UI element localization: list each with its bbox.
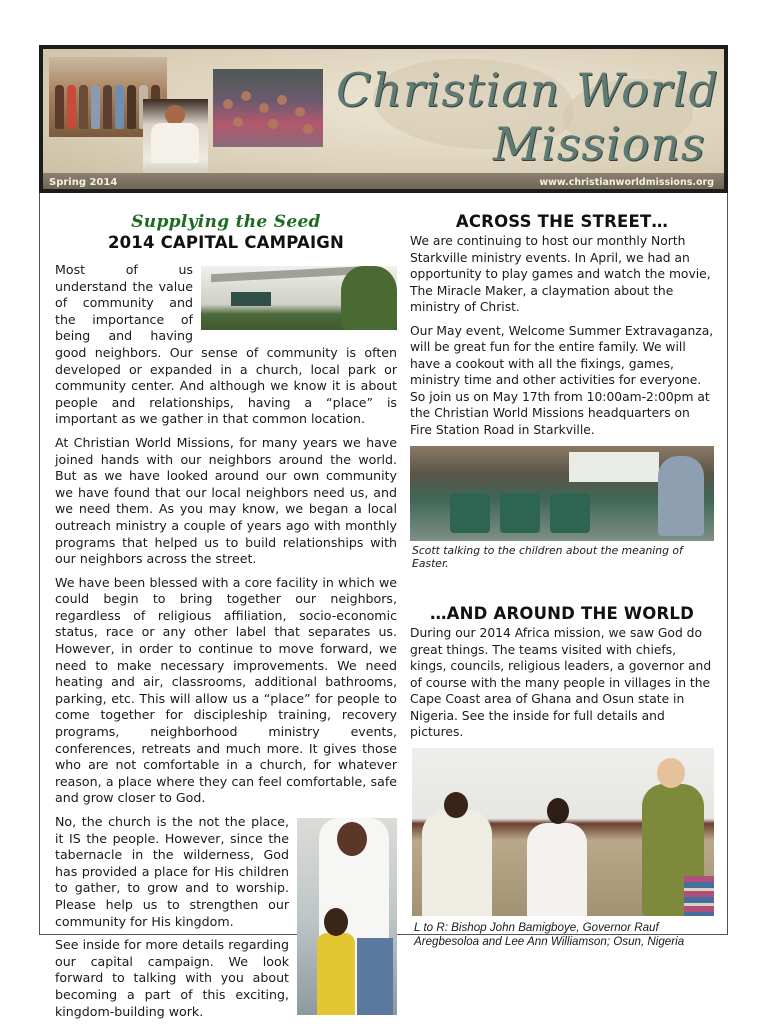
section-headline: …AND AROUND THE WORLD	[429, 604, 695, 623]
article-paragraph: At Christian World Missions, for many years we have joined hands with our neighbors around the world. But as we have looked around our own community we have found that our local neighbors need us, and we need them. As you may know, we began a local outreach ministry a couple of years ago with monthly programs that helped us to build relationships with our neighbors across the street.	[55, 434, 397, 567]
masthead-title-line2: Missions	[493, 117, 706, 171]
article-paragraph: Most of us understand the value of community and the importance of being and having good neighbors. Our sense of community is often developed or expanded in a church, local park or community center. And although we know it is about people and relationships, having a “place” is important as we gather in that common location.	[55, 262, 397, 427]
banner-photo-woman	[143, 99, 208, 184]
photo-ministry-building	[201, 266, 397, 330]
photo-woman-and-child	[297, 818, 397, 1015]
news-column	[410, 210, 714, 950]
article-kicker: Supplying the Seed	[131, 212, 321, 232]
article-headline: 2014 CAPITAL CAMPAIGN	[107, 233, 345, 252]
banner-photo-worship-crowd	[213, 69, 323, 147]
around-the-world-section	[410, 604, 714, 950]
photo-caption: Scott talking to the children about the meaning of Easter.	[412, 544, 683, 570]
photo-caption: L to R: Bishop John Bamigboye, Governor Rauf Aregbesoloa and Lee Ann Williamson; Osun, Nigeria	[414, 920, 685, 948]
photo-nigeria-officials	[412, 748, 714, 916]
photo-children-easter	[410, 446, 714, 541]
website-link[interactable]: www.christianworldmissions.org	[539, 177, 714, 188]
article-paragraph: See inside for more details regarding our capital campaign. We look forward to talking with you about becoming a part of this exciting, kingdom-building work.	[55, 937, 289, 1019]
section-paragraph: We are continuing to host our monthly North Starkville ministry events. In April, we had an opportunity to play games and watch the movie, The Miracle Maker, a claymation about the ministry of Christ.	[410, 234, 711, 314]
section-paragraph: During our 2014 Africa mission, we saw God do great things. The teams visited with chiefs, kings, councils, religious leaders, a governor and of course with the many people in villages in the Cape Coast area of Ghana and Osun state in Nigeria. See the inside for full details and pictures.	[410, 626, 712, 739]
article-paragraph: We have been blessed with a core facility in which we could begin to bring together our neighbors, regardless of religious affiliation, socio-economic status, race or any other label that separates us. However, in order to continue to move forward, we need to make necessary improvements. We need heating and air, classrooms, additional bathrooms, parking, etc. This will allow us a “place” for people to come together for discipleship training, recovery programs, neighborhood ministry events, conferences, retreats and much more. It gives those who are not comfortable in a church, for whatever reason, a place where they can feel comfortable, safe and grow closer to God.	[55, 574, 397, 806]
masthead-banner	[39, 45, 728, 193]
masthead-footer-strip	[43, 173, 724, 189]
masthead-title	[328, 59, 718, 179]
masthead-title-line1: Christian World	[336, 63, 719, 117]
across-the-street-section	[410, 212, 714, 570]
section-paragraph: Our May event, Welcome Summer Extravaganza, will be great fun for the entire family. We will have a cookout with all the fixings, games, ministry time and other activities for everyone. So join us on May 17th from 10:00am-2:00pm at the Christian World Missions headquarters on Fire Station Road in Starkville.	[410, 323, 714, 437]
section-headline: ACROSS THE STREET…	[455, 212, 669, 231]
capital-campaign-article	[55, 210, 397, 1027]
article-paragraph: No, the church is the not the place, it IS the people. However, since the tabernacle in the wilderness, God has provided a place for His children to gather, to grow and to worship. Please help us to strengthen our community for His kingdom.	[55, 814, 289, 929]
issue-season: Spring 2014	[49, 177, 118, 188]
